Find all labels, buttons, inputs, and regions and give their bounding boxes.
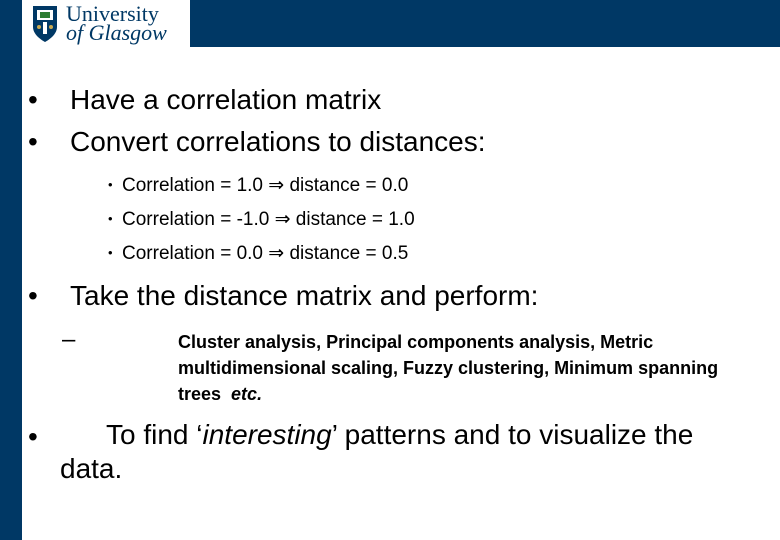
bullet-text: Take the distance matrix and perform: [70, 280, 539, 311]
conclusion-text [60, 418, 760, 486]
sub-bullet-text: Correlation = 0.0 ⇒ distance = 0.5 [122, 243, 409, 264]
bullet-marker: • [28, 421, 38, 452]
sub-bullet-marker: • [108, 211, 113, 226]
left-accent-bar [0, 0, 22, 540]
methods-list [178, 329, 768, 407]
sub-bullet-marker: • [108, 177, 113, 192]
crest-icon [32, 5, 58, 43]
conclusion-prefix: To find ‘ [106, 419, 203, 450]
methods-text: Cluster analysis, Principal components analysis, Metric multidimensional scaling, Fuzzy clustering, Minimum spanning trees [178, 332, 719, 404]
university-logo [22, 0, 190, 47]
sub-bullet-text: Correlation = 1.0 ⇒ distance = 0.0 [122, 175, 409, 196]
bullet-marker: • [28, 84, 38, 115]
conclusion-suffix: ’ patterns and to visualize the data. [60, 419, 694, 484]
bullet-text: Have a correlation matrix [70, 84, 382, 115]
bullet-marker: • [28, 126, 38, 157]
bullet-marker: • [28, 280, 38, 311]
logo-line2: of Glasgow [66, 20, 167, 45]
bullet-text: Convert correlations to distances: [70, 126, 486, 157]
logo-wordmark [66, 1, 167, 45]
sub-bullet-text: Correlation = -1.0 ⇒ distance = 1.0 [122, 209, 415, 230]
conclusion-emphasis: interesting [202, 419, 332, 450]
methods-etc: etc. [231, 384, 263, 404]
logo-line1: University [66, 1, 159, 26]
sub-bullet-marker: • [108, 245, 113, 260]
dash-marker: – [62, 326, 76, 353]
